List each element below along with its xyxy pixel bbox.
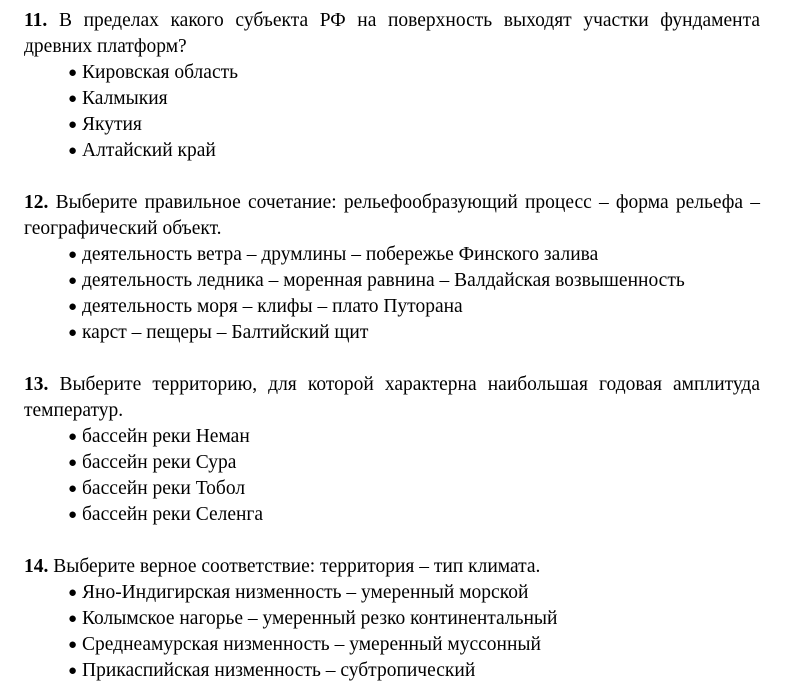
- bullet-icon: ●: [68, 507, 78, 523]
- question-12: [24, 190, 760, 346]
- answer-option[interactable]: [68, 424, 760, 450]
- answer-options: [24, 60, 760, 164]
- option-label: Якутия: [82, 114, 142, 135]
- answer-option[interactable]: [68, 580, 760, 606]
- option-label: Алтайский край: [82, 140, 216, 161]
- option-label: деятельность ледника – моренная равнина – Валдайская возвышенность: [82, 270, 685, 291]
- bullet-icon: ●: [68, 325, 78, 341]
- bullet-icon: ●: [68, 247, 78, 263]
- option-label: Калмыкия: [82, 88, 168, 109]
- option-label: деятельность моря – клифы – плато Путорана: [82, 296, 463, 317]
- bullet-icon: ●: [68, 481, 78, 497]
- question-number: 12.: [24, 192, 49, 213]
- answer-option[interactable]: [68, 60, 760, 86]
- question-prompt: В пределах какого субъекта РФ на поверхность выходят участки фундамента древних платформ?: [24, 10, 761, 57]
- question-prompt: Выберите правильное сочетание: рельефообразующий процесс – форма рельефа – географический объект.: [24, 192, 760, 239]
- option-label: бассейн реки Сура: [82, 452, 237, 473]
- option-label: Кировская область: [82, 62, 239, 83]
- bullet-icon: ●: [68, 455, 78, 471]
- answer-option[interactable]: [68, 502, 760, 528]
- option-label: Прикаспийская низменность – субтропический: [82, 660, 476, 681]
- bullet-icon: ●: [68, 663, 78, 679]
- answer-option[interactable]: [68, 242, 760, 268]
- option-label: Яно-Индигирская низменность – умеренный морской: [82, 582, 529, 603]
- bullet-icon: ●: [68, 65, 78, 81]
- answer-options: [24, 580, 760, 684]
- bullet-icon: ●: [68, 429, 78, 445]
- answer-option[interactable]: [68, 476, 760, 502]
- answer-option[interactable]: [68, 112, 760, 138]
- option-label: бассейн реки Селенга: [82, 504, 264, 525]
- bullet-icon: ●: [68, 143, 78, 159]
- answer-option[interactable]: [68, 268, 760, 294]
- question-number: 14.: [24, 556, 49, 577]
- answer-option[interactable]: [68, 450, 760, 476]
- question-13: [24, 372, 760, 528]
- question-number: 13.: [24, 374, 49, 395]
- option-label: Среднеамурская низменность – умеренный муссонный: [82, 634, 541, 655]
- answer-option[interactable]: [68, 606, 760, 632]
- answer-option[interactable]: [68, 294, 760, 320]
- answer-option[interactable]: [68, 86, 760, 112]
- question-text: [24, 554, 760, 580]
- answer-options: [24, 242, 760, 346]
- answer-options: [24, 424, 760, 528]
- answer-option[interactable]: [68, 320, 760, 346]
- question-text: [24, 190, 760, 242]
- question-prompt: Выберите верное соответствие: территория – тип климата.: [53, 556, 541, 577]
- question-number: 11.: [24, 10, 48, 31]
- option-label: Колымское нагорье – умеренный резко континентальный: [82, 608, 558, 629]
- question-prompt: Выберите территорию, для которой характерна наибольшая годовая амплитуда температур.: [24, 374, 760, 421]
- question-text: [24, 8, 760, 60]
- bullet-icon: ●: [68, 585, 78, 601]
- answer-option[interactable]: [68, 658, 760, 684]
- bullet-icon: ●: [68, 91, 78, 107]
- question-text: [24, 372, 760, 424]
- question-11: [24, 8, 760, 164]
- bullet-icon: ●: [68, 637, 78, 653]
- option-label: карст – пещеры – Балтийский щит: [82, 322, 369, 343]
- bullet-icon: ●: [68, 611, 78, 627]
- option-label: бассейн реки Неман: [82, 426, 250, 447]
- question-14: [24, 554, 760, 684]
- answer-option[interactable]: [68, 138, 760, 164]
- bullet-icon: ●: [68, 299, 78, 315]
- option-label: бассейн реки Тобол: [82, 478, 246, 499]
- bullet-icon: ●: [68, 117, 78, 133]
- bullet-icon: ●: [68, 273, 78, 289]
- option-label: деятельность ветра – друмлины – побережье Финского залива: [82, 244, 599, 265]
- answer-option[interactable]: [68, 632, 760, 658]
